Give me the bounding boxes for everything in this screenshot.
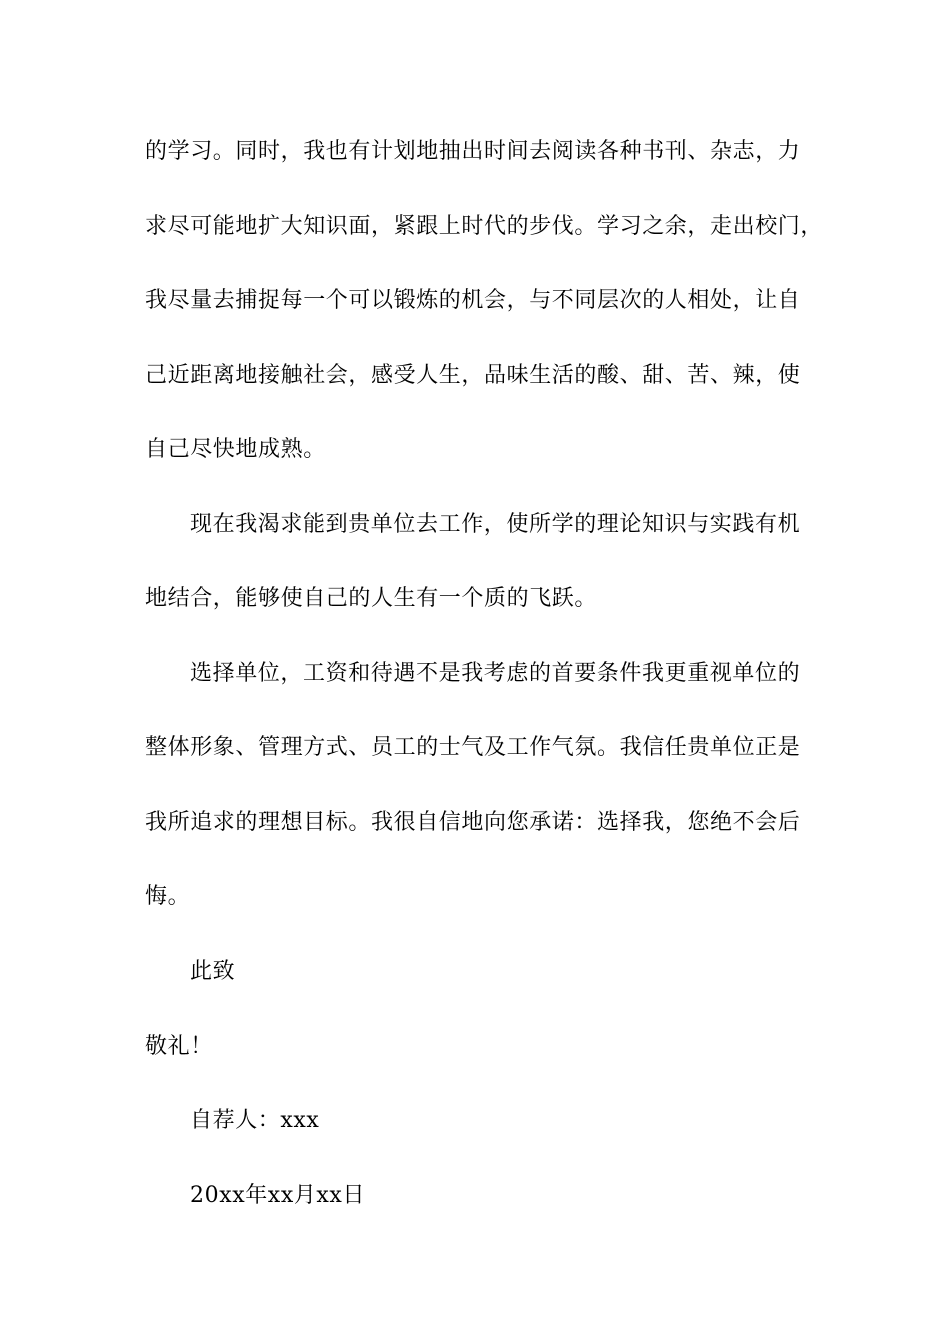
- paragraph-line: 求尽可能地扩大知识面，紧跟上时代的步伐。学习之余，走出校门，: [145, 214, 824, 239]
- paragraph-line: 现在我渴求能到贵单位去工作，使所学的理论知识与实践有机: [190, 512, 801, 537]
- paragraph-line: 我尽量去捕捉每一个可以锻炼的机会，与不同层次的人相处，让自: [145, 288, 801, 313]
- paragraph-line: 自己尽快地成熟。: [145, 437, 326, 462]
- paragraph-line: 悔。: [145, 884, 191, 909]
- closing-salutation: 此致: [190, 959, 236, 984]
- closing-regards: 敬礼！: [145, 1034, 213, 1059]
- paragraph-line: 的学习。同时，我也有计划地抽出时间去阅读各种书刊、杂志，力: [145, 139, 801, 164]
- paragraph-line: 选择单位，工资和待遇不是我考虑的首要条件我更重视单位的: [190, 661, 801, 686]
- paragraph-line: 地结合，能够使自己的人生有一个质的飞跃。: [145, 586, 598, 611]
- paragraph-line: 整体形象、管理方式、员工的士气及工作气氛。我信任贵单位正是: [145, 735, 801, 760]
- date: 20xx年xx月xx日: [190, 1183, 366, 1208]
- paragraph-line: 我所追求的理想目标。我很自信地向您承诺：选择我，您绝不会后: [145, 810, 801, 835]
- paragraph-line: 己近距离地接触社会，感受人生，品味生活的酸、甜、苦、辣，使: [145, 363, 801, 388]
- signature: 自荐人：xxx: [190, 1108, 320, 1133]
